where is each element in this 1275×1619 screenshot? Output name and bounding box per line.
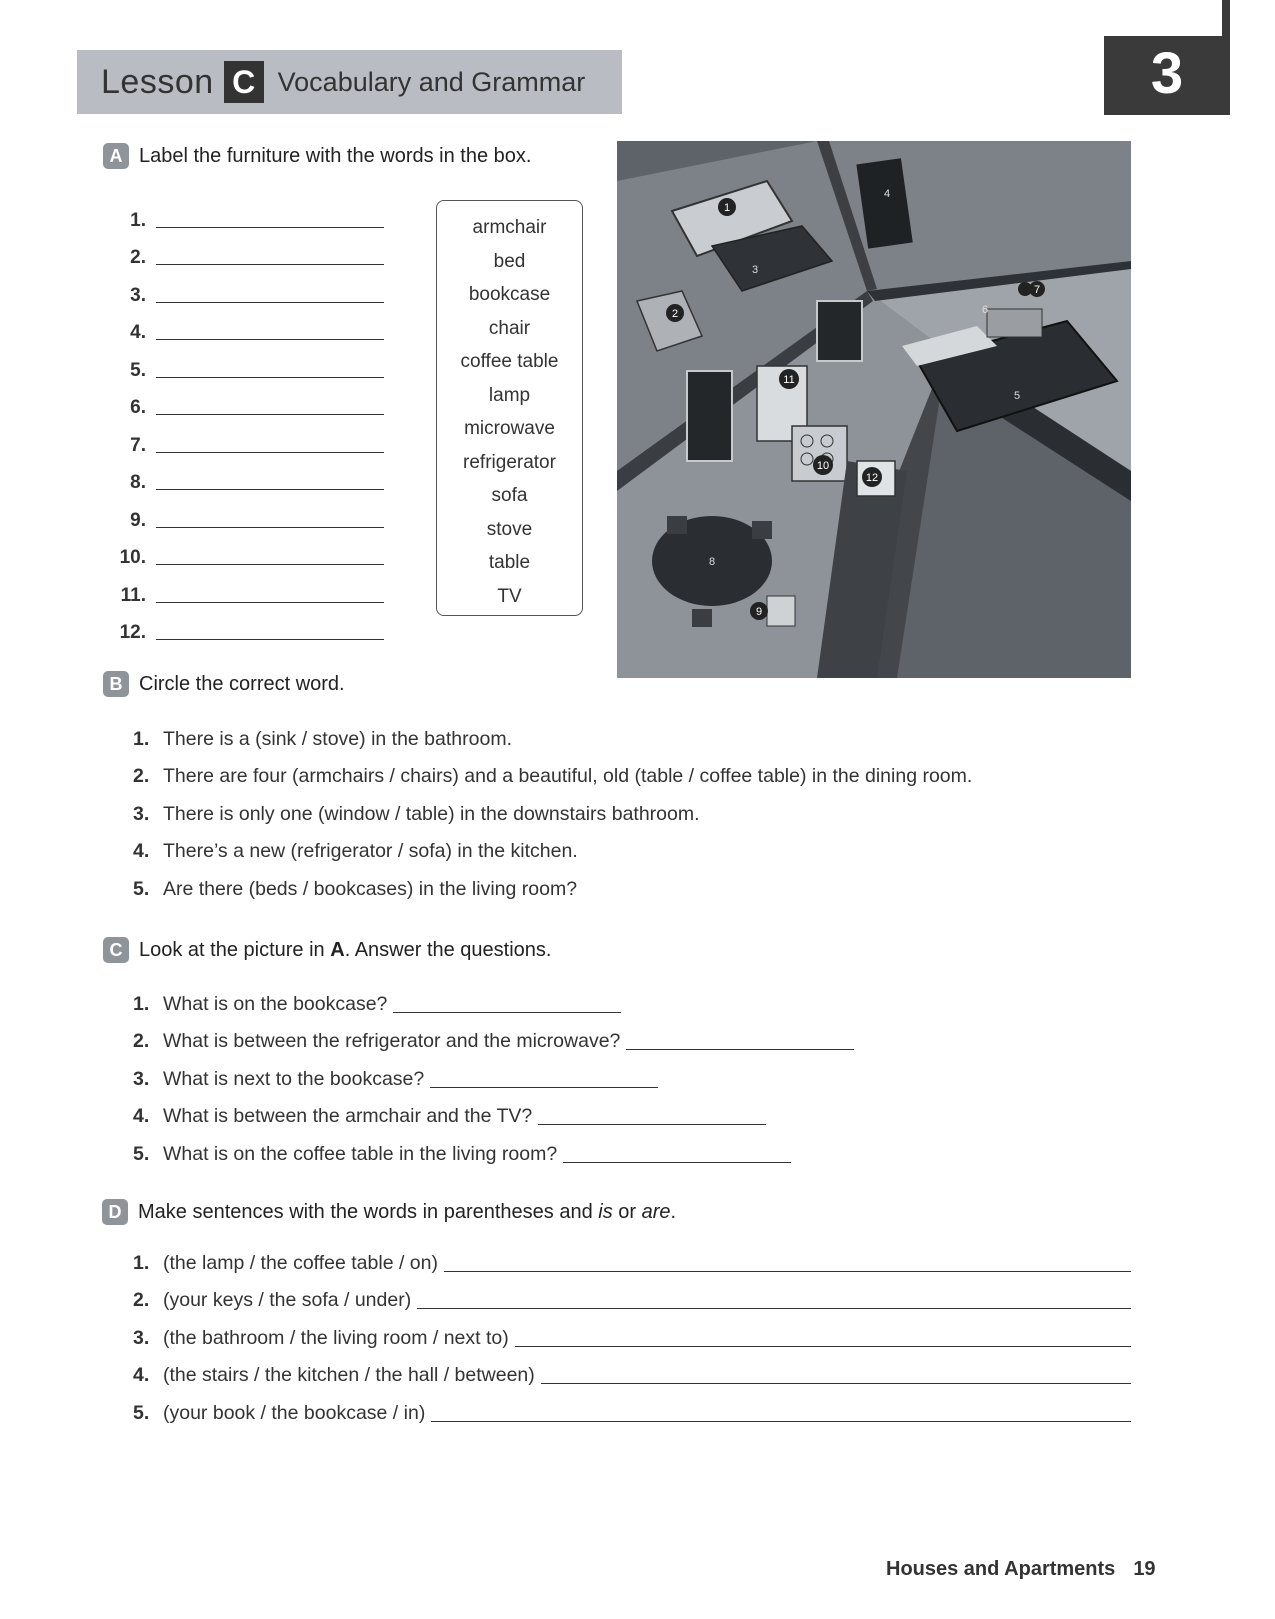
answer-blank[interactable] (156, 618, 384, 640)
item-text: What is between the armchair and the TV? (163, 1105, 533, 1127)
item-number: 2. (133, 765, 150, 787)
item-text: (the bathroom / the living room / next to) (163, 1326, 509, 1349)
word-box-item: armchair (472, 217, 547, 238)
answer-row (118, 607, 398, 645)
item-number: 5. (133, 1142, 150, 1165)
word-box-item: chair (488, 317, 531, 339)
answer-blank[interactable] (156, 543, 384, 565)
section-c-instruction-pre: Look at the picture in (139, 938, 331, 961)
answer-blank[interactable] (444, 1252, 1131, 1272)
word-box-item: table (488, 552, 531, 573)
picture-label: 12 (865, 472, 879, 484)
lesson-banner (77, 50, 622, 114)
section-a-instruction: Label the furniture with the words in the box. (139, 144, 532, 167)
list-item (133, 788, 972, 826)
item-number: 4. (133, 1105, 150, 1127)
item-number: 1. (133, 992, 150, 1015)
list-item (133, 1312, 1131, 1350)
picture-label: 11 (783, 374, 795, 386)
section-a-heading (103, 143, 531, 169)
section-c-list (133, 978, 854, 1166)
picture-label: 10 (816, 460, 830, 472)
answer-blank[interactable] (515, 1327, 1131, 1347)
lesson-word: Lesson (101, 62, 214, 101)
answer-number: 6. (130, 397, 146, 418)
answer-row (118, 232, 398, 270)
answer-number: 1. (130, 209, 146, 231)
list-item (133, 863, 972, 901)
answer-number: 5. (130, 359, 146, 381)
section-b-instruction: Circle the correct word. (139, 672, 345, 695)
item-text: What is next to the bookcase? (163, 1067, 425, 1090)
answer-blank[interactable] (538, 1105, 766, 1125)
page-footer (886, 1558, 1156, 1581)
section-a-badge: A (103, 143, 129, 169)
picture-label: 7 (1033, 284, 1041, 296)
list-item (133, 751, 972, 789)
item-number: 4. (133, 840, 150, 862)
word-box-item: lamp (488, 384, 531, 406)
word-box-item: sofa (491, 485, 528, 506)
item-number: 5. (133, 877, 150, 900)
answer-blank[interactable] (541, 1364, 1131, 1384)
item-text: (your book / the bookcase / in) (163, 1401, 426, 1424)
answer-blank[interactable] (156, 581, 384, 603)
word-box-item: bookcase (468, 284, 551, 305)
answer-row (118, 419, 398, 457)
item-number: 3. (133, 1067, 150, 1090)
item-text: (the lamp / the coffee table / on) (163, 1251, 438, 1274)
section-b-badge: B (103, 671, 129, 697)
list-item (133, 1275, 1131, 1313)
answer-row (118, 494, 398, 532)
apartment-illustration (617, 141, 1131, 678)
answer-blank[interactable] (156, 281, 384, 303)
section-a-answer-list (118, 194, 398, 644)
item-number: 3. (133, 1326, 150, 1349)
unit-number: 3 (1150, 41, 1184, 106)
answer-number: 7. (130, 434, 146, 456)
list-item (133, 978, 854, 1016)
list-item (133, 713, 972, 751)
answer-number: 4. (130, 322, 146, 343)
word-box-item: microwave (464, 418, 555, 439)
list-item (133, 1091, 854, 1129)
section-d-or: or (612, 1200, 642, 1223)
page-number: 19 (1133, 1558, 1156, 1580)
answer-number: 2. (130, 247, 146, 268)
answer-blank[interactable] (156, 356, 384, 378)
picture-label: 1 (723, 202, 731, 214)
item-number: 3. (133, 802, 150, 825)
answer-row (118, 344, 398, 382)
footer-title: Houses and Apartments (886, 1558, 1116, 1580)
section-c-instruction-post: . Answer the questions. (344, 938, 552, 961)
list-item (133, 1016, 854, 1054)
answer-blank[interactable] (417, 1289, 1131, 1309)
answer-blank[interactable] (430, 1068, 658, 1088)
section-b-list (133, 713, 972, 901)
section-d-list (133, 1237, 1131, 1425)
word-box-item: stove (486, 518, 533, 540)
section-d-is: is (598, 1200, 613, 1223)
unit-tab-window (1104, 0, 1222, 36)
section-b-heading (103, 671, 345, 697)
answer-blank[interactable] (563, 1143, 791, 1163)
item-text: There are four (armchairs / chairs) and a beautiful, old (table / coffee table) in the dining room. (163, 765, 973, 787)
lesson-letter: C (224, 61, 264, 103)
lesson-subtitle: Vocabulary and Grammar (277, 66, 586, 97)
item-text: There is only one (window / table) in the downstairs bathroom. (163, 802, 700, 825)
answer-row (118, 194, 398, 232)
picture-label: 9 (755, 606, 763, 618)
answer-number: 9. (130, 509, 146, 531)
list-item (133, 826, 972, 864)
item-number: 1. (133, 1251, 150, 1274)
answer-row (118, 569, 398, 607)
item-number: 1. (133, 727, 150, 750)
answer-blank[interactable] (431, 1402, 1131, 1422)
item-number: 2. (133, 1289, 150, 1311)
item-text: (your keys / the sofa / under) (163, 1289, 412, 1311)
item-text: There is a (sink / stove) in the bathroom. (163, 727, 512, 750)
answer-row (118, 307, 398, 345)
answer-number: 8. (130, 472, 146, 493)
picture-label: 4 (883, 188, 891, 200)
picture-label: 2 (671, 308, 679, 320)
item-text: Are there (beds / bookcases) in the living room? (163, 877, 578, 900)
section-c-badge: C (103, 937, 129, 963)
answer-blank[interactable] (156, 468, 384, 490)
picture-label: 3 (751, 264, 759, 276)
section-d-are: are (641, 1200, 671, 1223)
answer-blank[interactable] (156, 206, 384, 228)
item-text: What is on the coffee table in the living room? (163, 1142, 558, 1165)
item-number: 4. (133, 1364, 150, 1386)
word-box-item: refrigerator (463, 451, 556, 473)
list-item (133, 1237, 1131, 1275)
answer-number: 12. (119, 622, 146, 643)
item-text: What is between the refrigerator and the microwave? (163, 1030, 621, 1052)
answer-blank[interactable] (626, 1030, 854, 1050)
item-text: (the stairs / the kitchen / the hall / between) (163, 1364, 535, 1386)
section-c-heading (103, 937, 551, 963)
answer-blank[interactable] (156, 506, 384, 528)
picture-label: 5 (1013, 390, 1021, 402)
list-item (133, 1128, 854, 1166)
answer-number: 11. (120, 584, 146, 606)
item-text: What is on the bookcase? (163, 992, 388, 1015)
item-number: 5. (133, 1401, 150, 1424)
answer-row (118, 532, 398, 570)
answer-number: 10. (119, 547, 146, 568)
answer-blank[interactable] (156, 393, 384, 415)
answer-row (118, 269, 398, 307)
answer-blank[interactable] (156, 243, 384, 265)
list-item (133, 1387, 1131, 1425)
picture-label: 8 (708, 556, 716, 568)
word-box-item: bed (493, 250, 526, 272)
answer-blank[interactable] (156, 318, 384, 340)
answer-blank[interactable] (156, 431, 384, 453)
word-box (436, 200, 583, 616)
word-box-item: coffee table (460, 351, 559, 372)
answer-row (118, 457, 398, 495)
item-text: There’s a new (refrigerator / sofa) in the kitchen. (163, 840, 578, 862)
answer-blank[interactable] (393, 993, 621, 1013)
section-d-heading (102, 1199, 676, 1225)
list-item (133, 1053, 854, 1091)
answer-row (118, 382, 398, 420)
answer-number: 3. (130, 284, 146, 306)
section-d-badge: D (102, 1199, 128, 1225)
list-item (133, 1350, 1131, 1388)
picture-label: 6 (981, 304, 989, 316)
section-c-instruction-ref: A (330, 938, 345, 961)
section-d-end: . (670, 1200, 677, 1223)
word-box-item: TV (497, 585, 522, 607)
item-number: 2. (133, 1030, 150, 1052)
section-d-instruction-pre: Make sentences with the words in parentheses and (138, 1200, 599, 1223)
